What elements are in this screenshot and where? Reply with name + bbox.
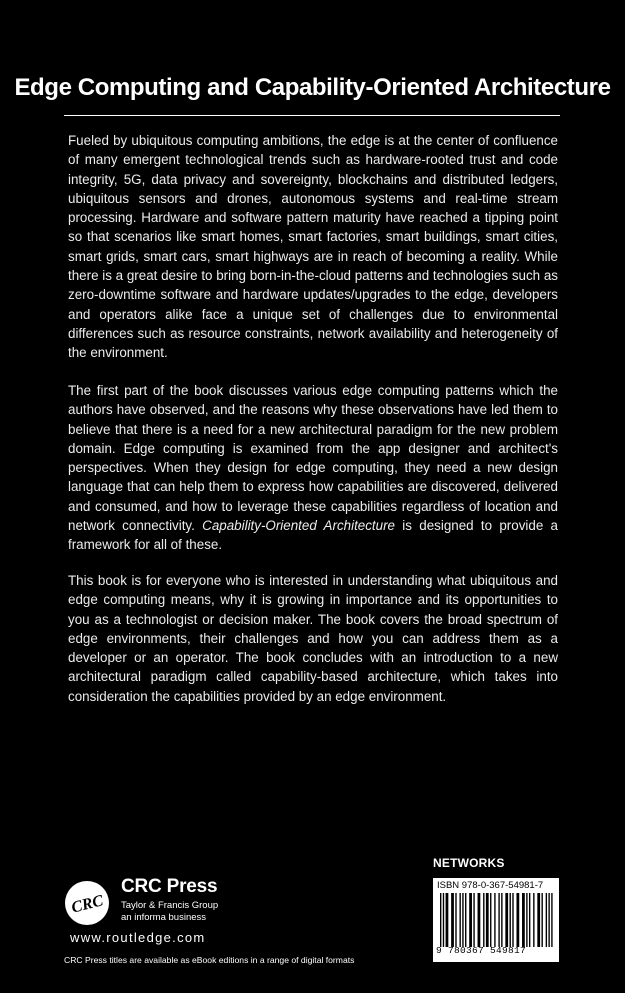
barcode-bar xyxy=(473,893,474,947)
barcode-bar xyxy=(440,893,441,947)
subject-category: NETWORKS xyxy=(433,856,505,870)
crc-logo-icon xyxy=(64,880,110,926)
publisher-name: CRC Press xyxy=(121,876,218,897)
barcode-bar xyxy=(478,893,481,947)
blurb-paragraph-3: This book is for everyone who is interested in understanding what ubiquitous and edge computing means, why it is growing in importance and its opportunities to you as a technologist or decision maker. The book covers the broad spectrum of edge environments, their challenges and how you can address them as a developer or an operator. The book concludes with an introduction to a new architectural paradigm called capability-based architecture, which takes into consideration the capabilities provided by an edge environment. xyxy=(68,573,558,704)
barcode-bar xyxy=(516,893,519,947)
barcode-bar xyxy=(529,893,530,947)
barcode-digits: 9 780367 549817 xyxy=(436,945,527,956)
barcode-bar xyxy=(443,893,444,947)
barcode-bar xyxy=(526,893,527,947)
barcode-bar xyxy=(546,893,547,947)
barcode-bar xyxy=(537,893,540,947)
publisher-business: an informa business xyxy=(121,912,207,923)
publisher-group: Taylor & Francis Group xyxy=(121,900,219,911)
publisher-website: www.routledge.com xyxy=(70,930,206,945)
blurb-paragraph-1: Fueled by ubiquitous computing ambitions, the edge is at the center of confluence of many emergent technological trends such as hardware-rooted trust and code integrity, 5G, data privacy and sovereignty, blockchains and distributed ledgers, ubiquitous sensors and drones, autonomous systems and real-time stream processing. Hardware and software pattern maturity have reached a tipping point so that scenarios like smart homes, smart factories, smart buildings, smart cities, smart grids, smart cars, smart highways are in reach of becoming a reality. While there is a great desire to bring born-in-the-cloud patterns and technologies such as zero-downtime software and hardware updates/upgrades to the edge, developers and operators alike face a unique set of challenges due to environmental differences such as resource constraints, network availability and heterogeneity of the environment. xyxy=(68,133,558,361)
barcode-bar xyxy=(462,893,463,947)
publisher-block xyxy=(121,876,218,923)
barcode-bar xyxy=(483,893,484,947)
barcode-bar xyxy=(494,893,495,947)
barcode-bar xyxy=(541,893,542,947)
barcode-bar xyxy=(490,893,491,947)
barcode-bar xyxy=(548,893,549,947)
book-title: Edge Computing and Capability-Oriented Architecture xyxy=(14,74,611,101)
barcode-bar xyxy=(465,893,466,947)
isbn-barcode xyxy=(433,878,559,962)
logo-text: CRC xyxy=(69,892,105,917)
barcode-bar xyxy=(455,893,456,947)
barcode-bar xyxy=(486,893,489,947)
isbn-label: ISBN 978-0-367-54981-7 xyxy=(437,880,544,891)
p2-italic-title: Capability-Oriented Architecture xyxy=(202,518,396,534)
barcode-bar xyxy=(510,893,511,947)
barcode-bar xyxy=(501,893,502,947)
p2-text-b: is designed to provide a framework for all of these. xyxy=(68,518,558,553)
barcode-bar xyxy=(505,893,508,947)
barcode-bar xyxy=(446,893,449,947)
barcode-bar xyxy=(498,893,499,947)
barcode-bar xyxy=(551,893,552,947)
barcode-bars xyxy=(440,893,554,947)
ebook-footnote: CRC Press titles are available as eBook editions in a range of digital formats xyxy=(64,955,355,965)
blurb-paragraph-2 xyxy=(68,381,558,555)
barcode-bar xyxy=(512,893,513,947)
title-divider xyxy=(64,115,560,116)
barcode-bar xyxy=(522,893,525,947)
barcode-bar xyxy=(451,893,454,947)
barcode-bar xyxy=(459,893,460,947)
barcode-bar xyxy=(533,893,534,947)
barcode-bar xyxy=(469,893,472,947)
p2-text-a: The first part of the book discusses various edge computing patterns which the authors have observed, and the reasons why these observations have led them to believe that there is a need for a new architectural paradigm for the new problem domain. Edge computing is examined from the app designer and architect's perspectives. When they design for edge computing, they need a new design language that can help them to express how capabilities are discovered, delivered and consumed, and how to leverage these capabilities regardless of location and network connectivity. xyxy=(68,383,558,534)
